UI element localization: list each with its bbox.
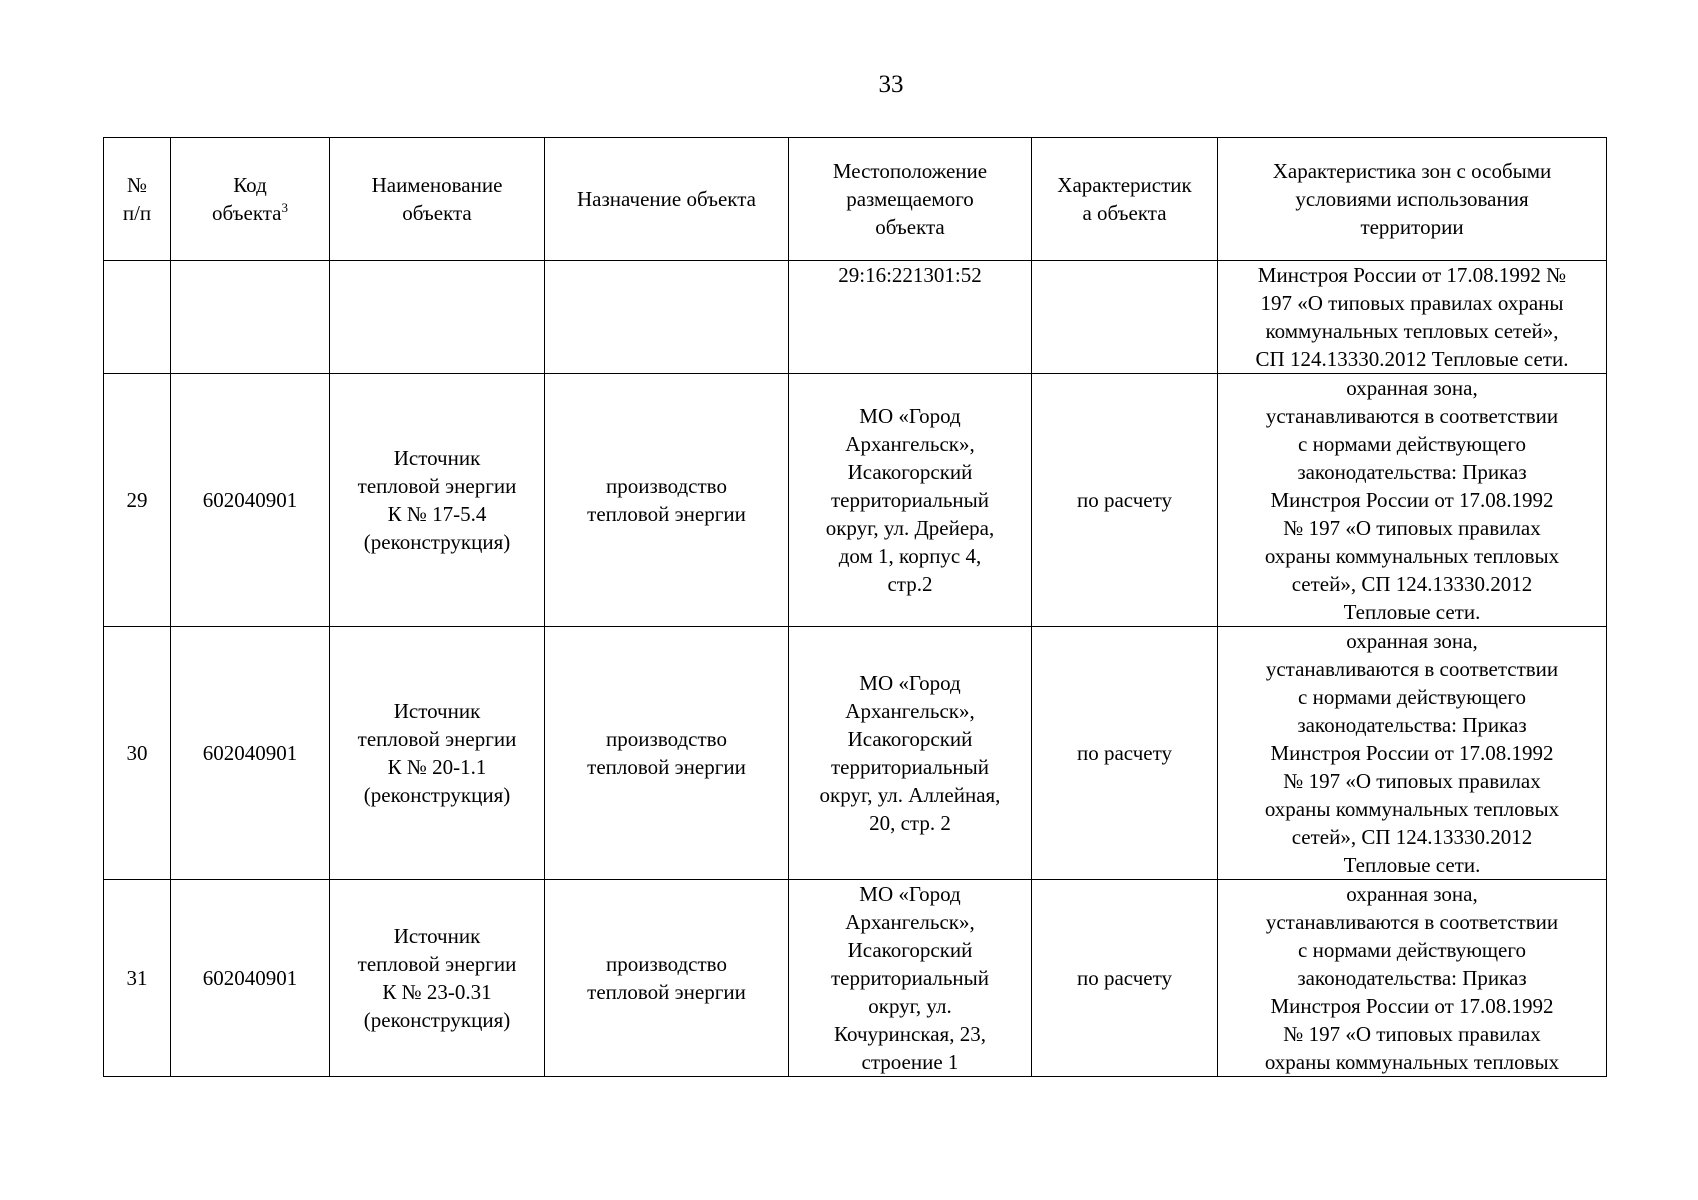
cell-empty — [1032, 261, 1218, 374]
footnote-marker: 3 — [281, 200, 289, 215]
objects-table — [103, 137, 1607, 1077]
cell-name: Источник тепловой энергии К № 23-0.31 (реконструкция) — [330, 880, 545, 1077]
header-number: № п/п — [104, 138, 171, 261]
header-characteristic: Характеристик а объекта — [1032, 138, 1218, 261]
cell-zone: Минстроя России от 17.08.1992 № 197 «О типовых правилах охраны коммунальных тепловых сетей», СП 124.13330.2012 Тепловые сети. — [1218, 261, 1607, 374]
cell-empty — [545, 261, 789, 374]
header-purpose: Назначение объекта — [545, 138, 789, 261]
table-row — [104, 374, 1607, 627]
cell-location: МО «Город Архангельск», Исакогорский территориальный округ, ул. Кочуринская, 23, строение 1 — [789, 880, 1032, 1077]
cell-name: Источник тепловой энергии К № 20-1.1 (реконструкция) — [330, 627, 545, 880]
cell-empty — [171, 261, 330, 374]
cell-number: 30 — [104, 627, 171, 880]
cell-empty — [104, 261, 171, 374]
cell-characteristic: по расчету — [1032, 627, 1218, 880]
cell-location: 29:16:221301:52 — [789, 261, 1032, 374]
cell-number: 29 — [104, 374, 171, 627]
cell-characteristic: по расчету — [1032, 374, 1218, 627]
cell-purpose: производство тепловой энергии — [545, 374, 789, 627]
cell-purpose: производство тепловой энергии — [545, 627, 789, 880]
cell-purpose: производство тепловой энергии — [545, 880, 789, 1077]
cell-zone: охранная зона, устанавливаются в соответствии с нормами действующего законодательства: Приказ Минстроя России от 17.08.1992 № 197 «О типовых правилах охраны коммунальных тепловых — [1218, 880, 1607, 1077]
header-name: Наименование объекта — [330, 138, 545, 261]
cell-characteristic: по расчету — [1032, 880, 1218, 1077]
table-row — [104, 627, 1607, 880]
table-row — [104, 880, 1607, 1077]
table-header-row — [104, 138, 1607, 261]
cell-zone: охранная зона, устанавливаются в соответствии с нормами действующего законодательства: Приказ Минстроя России от 17.08.1992 № 197 «О типовых правилах охраны коммунальных тепловых сетей», СП 124.13330.2012 Тепловые сети. — [1218, 374, 1607, 627]
cell-empty — [330, 261, 545, 374]
header-zone: Характеристика зон с особыми условиями использования территории — [1218, 138, 1607, 261]
cell-location: МО «Город Архангельск», Исакогорский территориальный округ, ул. Дрейера, дом 1, корпус 4, стр.2 — [789, 374, 1032, 627]
cell-zone: охранная зона, устанавливаются в соответствии с нормами действующего законодательства: Приказ Минстроя России от 17.08.1992 № 197 «О типовых правилах охраны коммунальных тепловых сетей», СП 124.13330.2012 Тепловые сети. — [1218, 627, 1607, 880]
header-code — [171, 138, 330, 261]
cell-number: 31 — [104, 880, 171, 1077]
cell-code: 602040901 — [171, 880, 330, 1077]
cell-location: МО «Город Архангельск», Исакогорский территориальный округ, ул. Аллейная, 20, стр. 2 — [789, 627, 1032, 880]
cell-code: 602040901 — [171, 374, 330, 627]
table-row-continuation — [104, 261, 1607, 374]
header-location: Местоположение размещаемого объекта — [789, 138, 1032, 261]
cell-code: 602040901 — [171, 627, 330, 880]
cell-name: Источник тепловой энергии К № 17-5.4 (реконструкция) — [330, 374, 545, 627]
header-code-label: Код объекта — [211, 173, 282, 225]
page-number: 33 — [878, 71, 904, 98]
